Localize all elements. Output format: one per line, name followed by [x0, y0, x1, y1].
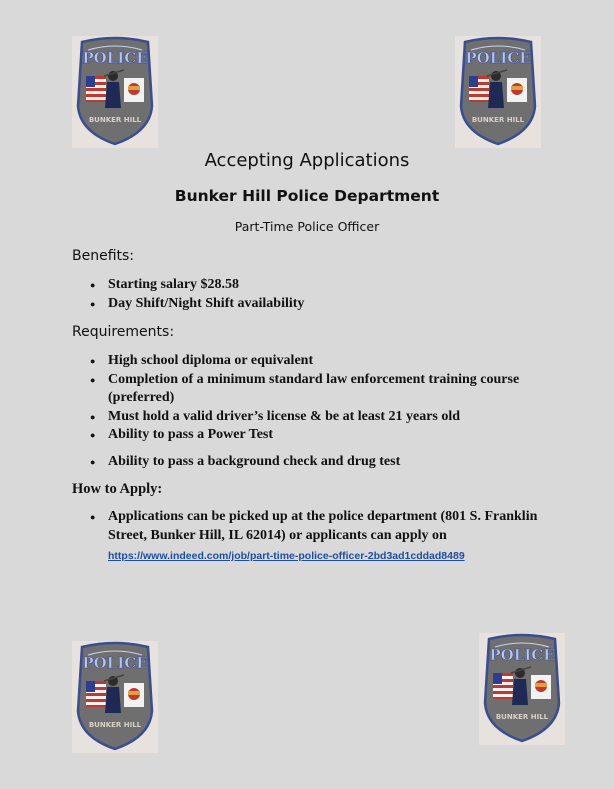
requirements-list [90, 352, 550, 445]
svg-text:BUNKER HILL: BUNKER HILL [471, 116, 525, 124]
requirements-list-continued [90, 453, 550, 472]
requirements-heading: Requirements: [72, 324, 175, 340]
svg-text:POLICE: POLICE [465, 49, 531, 67]
list-item: ● Ability to pass a Power Test [90, 426, 550, 445]
svg-text:BUNKER HILL: BUNKER HILL [495, 713, 549, 721]
police-badge-logo [455, 36, 541, 148]
position-title: Part-Time Police Officer [234, 219, 380, 234]
svg-text:BUNKER HILL: BUNKER HILL [88, 116, 142, 124]
apply-text: Applications can be picked up at the police department (801 S. Franklin Street, Bunker Hill, IL 62014) or applicants can apply on [108, 509, 538, 543]
benefits-heading: Benefits: [72, 248, 135, 264]
indeed-link[interactable]: https://www.indeed.com/job/part-time-police-officer-2bd3ad1cddad8489 [108, 550, 465, 562]
list-item: ● Starting salary $28.58 [90, 276, 550, 295]
list-item: ● Day Shift/Night Shift availability [90, 295, 550, 314]
list-item: ● High school diploma or equivalent [90, 352, 550, 371]
department-name: Bunker Hill Police Department [174, 187, 440, 205]
svg-text:BUNKER HILL: BUNKER HILL [88, 721, 142, 729]
apply-heading: How to Apply: [72, 481, 163, 497]
svg-text:POLICE: POLICE [82, 49, 148, 67]
list-item: ● Must hold a valid driver’s license & be at least 21 years old [90, 408, 550, 427]
list-item: ● Ability to pass a background check and drug test [90, 453, 550, 472]
apply-list [90, 508, 550, 566]
svg-text:POLICE: POLICE [489, 646, 555, 664]
list-item [90, 508, 550, 566]
police-badge-logo [72, 641, 158, 753]
svg-text:POLICE: POLICE [82, 654, 148, 672]
benefits-list [90, 276, 550, 313]
list-item: ● Completion of a minimum standard law enforcement training course (preferred) [90, 371, 550, 408]
police-badge-logo [72, 36, 158, 148]
page-title: Accepting Applications [204, 150, 410, 171]
police-badge-logo [479, 633, 565, 745]
